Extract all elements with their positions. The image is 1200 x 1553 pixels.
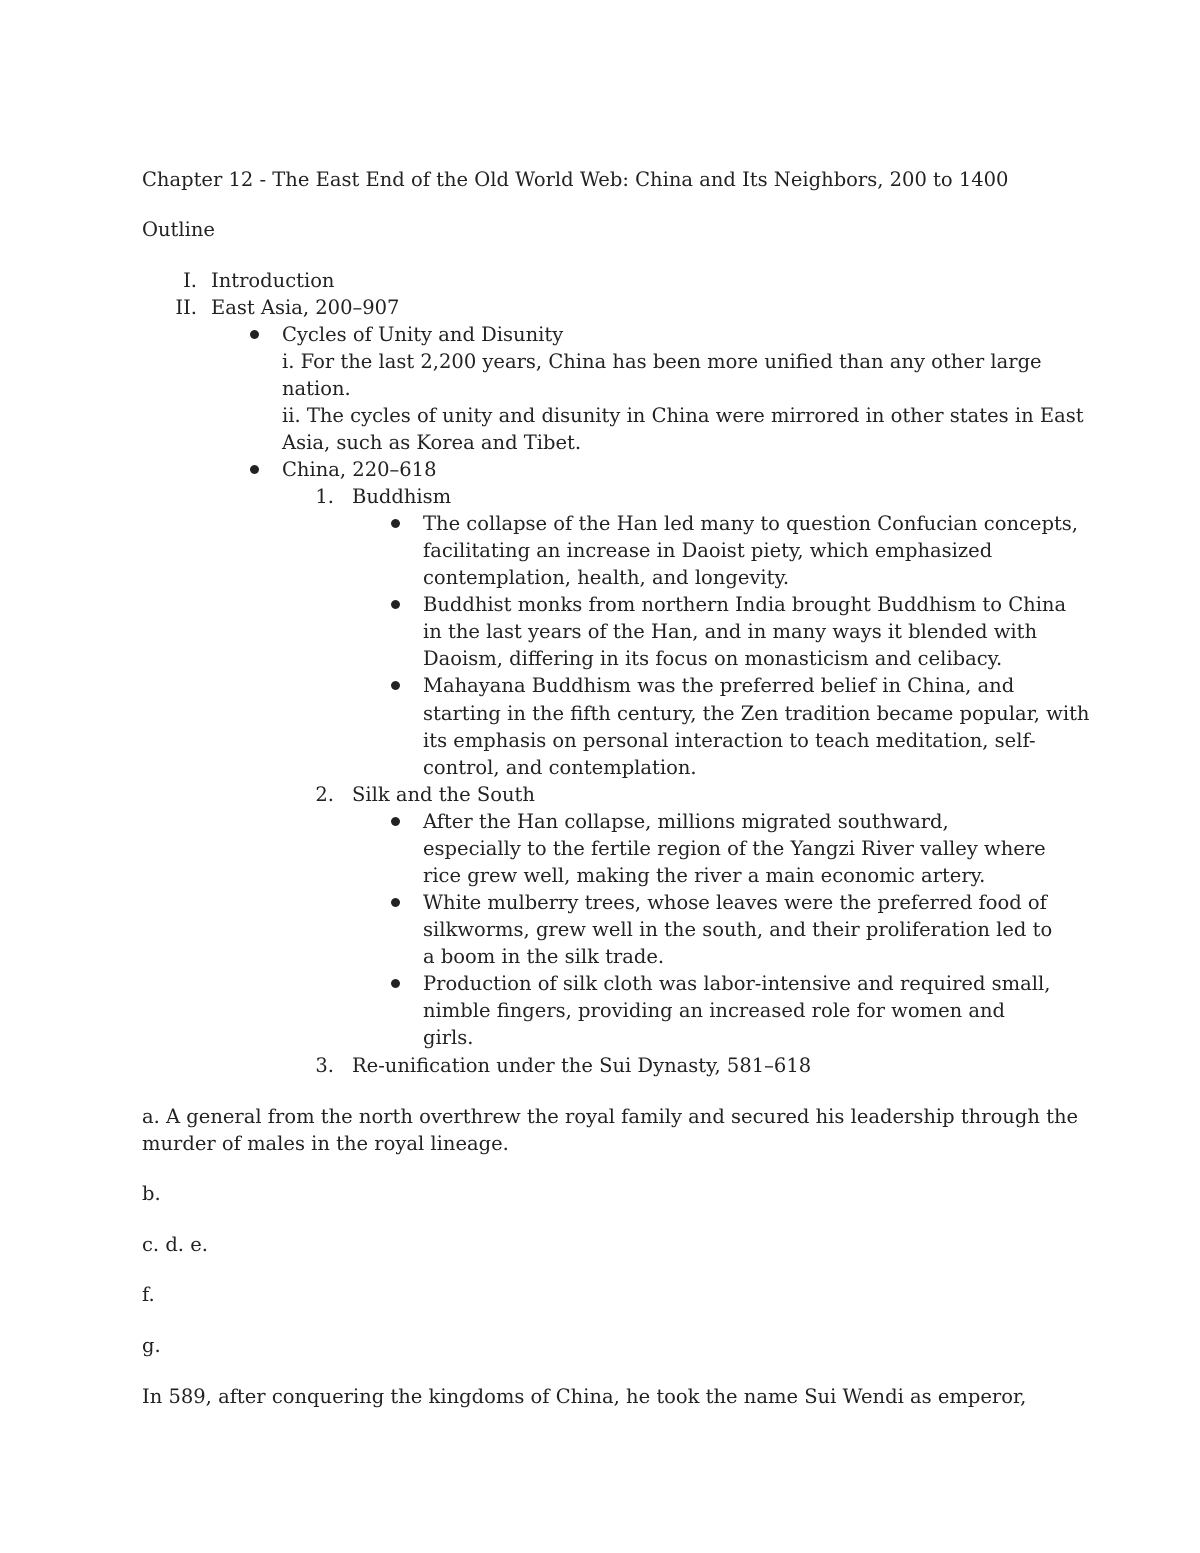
bullet-line: facilitating an increase in Daoist piety, which emphasized <box>423 539 993 562</box>
document-title: Chapter 12 - The East End of the Old World Web: China and Its Neighbors, 200 to 1400 <box>142 168 1009 191</box>
section-title-silk: Silk and the South <box>352 783 535 806</box>
paragraph-a-line: a. A general from the north overthrew the royal family and secured his leadership through the <box>142 1105 1079 1128</box>
paragraph-b: b. <box>142 1182 161 1205</box>
section-number: 2. <box>315 783 334 806</box>
bullet-line: White mulberry trees, whose leaves were the preferred food of <box>423 891 1047 914</box>
cycles-line: ii. The cycles of unity and disunity in China were mirrored in other states in East <box>282 404 1084 427</box>
bullet-line: contemplation, health, and longevity. <box>423 566 790 589</box>
bullet-icon <box>391 898 400 907</box>
bullet-icon <box>391 681 400 690</box>
bullet-line: silkworms, grew well in the south, and their proliferation led to <box>423 918 1053 941</box>
bullet-icon <box>391 600 400 609</box>
bullet-line: nimble fingers, providing an increased role for women and <box>423 999 1006 1022</box>
paragraph-cde: c. d. e. <box>142 1233 208 1256</box>
section-number: 3. <box>315 1054 334 1077</box>
bullet-line: Buddhist monks from northern India brought Buddhism to China <box>423 593 1067 616</box>
bullet-icon <box>391 519 400 528</box>
cycles-line: Asia, such as Korea and Tibet. <box>282 431 582 454</box>
bullet-line: control, and contemplation. <box>423 756 697 779</box>
paragraph-f: f. <box>142 1283 155 1306</box>
bullet-line: especially to the fertile region of the Yangzi River valley where <box>423 837 1046 860</box>
bullet-line: in the last years of the Han, and in many ways it blended with <box>423 620 1038 643</box>
china-heading: China, 220–618 <box>282 458 437 481</box>
section-title-sui: Re-unification under the Sui Dynasty, 581–618 <box>352 1054 812 1077</box>
roman-item-introduction: Introduction <box>211 269 335 292</box>
bullet-line: starting in the fifth century, the Zen tradition became popular, with <box>423 702 1090 725</box>
roman-numeral-1: I. <box>183 269 197 292</box>
bullet-line: a boom in the silk trade. <box>423 945 665 968</box>
section-number: 1. <box>315 485 334 508</box>
bullet-line: girls. <box>423 1026 474 1049</box>
bullet-line: Mahayana Buddhism was the preferred belief in China, and <box>423 674 1015 697</box>
section-title-buddhism: Buddhism <box>352 485 452 508</box>
bullet-line: Production of silk cloth was labor-intensive and required small, <box>423 972 1051 995</box>
paragraph-a-line: murder of males in the royal lineage. <box>142 1132 509 1155</box>
cycles-line: nation. <box>282 377 351 400</box>
bullet-line: its emphasis on personal interaction to teach meditation, self- <box>423 729 1036 752</box>
bullet-icon <box>391 979 400 988</box>
bullet-icon <box>250 465 259 474</box>
bullet-line: After the Han collapse, millions migrated southward, <box>423 810 949 833</box>
bullet-icon <box>391 817 400 826</box>
bullet-line: The collapse of the Han led many to question Confucian concepts, <box>423 512 1078 535</box>
outline-label: Outline <box>142 218 215 241</box>
cycles-heading: Cycles of Unity and Disunity <box>282 323 564 346</box>
bullet-line: Daoism, differing in its focus on monasticism and celibacy. <box>423 647 1003 670</box>
paragraph-final: In 589, after conquering the kingdoms of China, he took the name Sui Wendi as emperor, <box>142 1385 1027 1408</box>
bullet-line: rice grew well, making the river a main economic artery. <box>423 864 986 887</box>
paragraph-g: g. <box>142 1334 161 1357</box>
bullet-icon <box>250 330 259 339</box>
roman-numeral-2: II. <box>175 296 197 319</box>
roman-item-east-asia: East Asia, 200–907 <box>211 296 400 319</box>
cycles-line: i. For the last 2,200 years, China has been more unified than any other large <box>282 350 1042 373</box>
